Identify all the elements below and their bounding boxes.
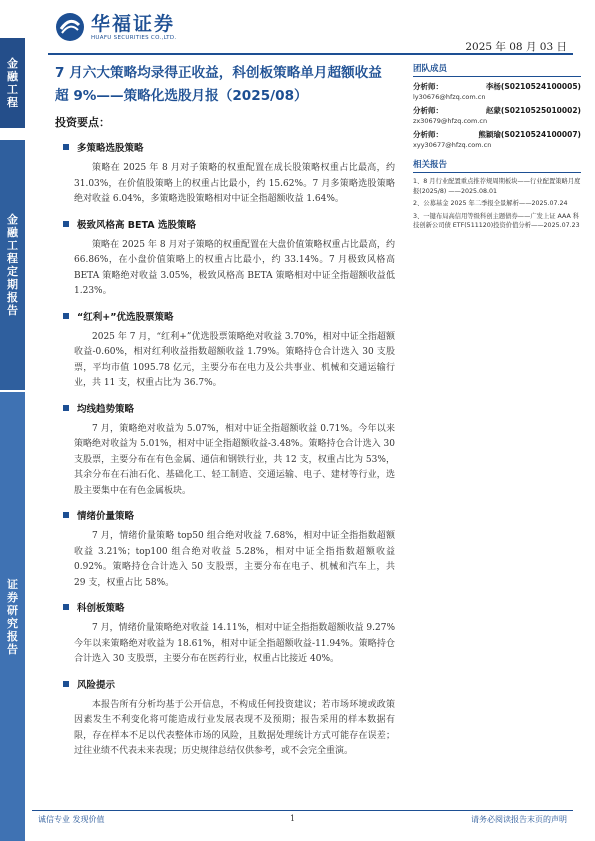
company-logo bbox=[55, 12, 176, 42]
footer-slogan: 诚信专业 发现价值 bbox=[38, 815, 105, 824]
section-heading: 科创板策略 bbox=[77, 603, 125, 614]
section-heading: 极致风格高 BETA 选股策略 bbox=[77, 219, 196, 231]
analyst-role: 分析师： bbox=[413, 82, 443, 91]
section-multi-strategy bbox=[55, 140, 395, 208]
header-divider bbox=[48, 53, 573, 55]
section-star-market bbox=[55, 600, 395, 668]
section-body: 策略在 2025 年 8 月对子策略的权重配置在大盘价值策略权重占比最高，约 66.86%，在小盘价值策略上的权重占比最小，约 33.14%。7 月极致风格高 BETA 策略绝对收益 3.05%，极致风格高 BETA 策略相对中证全指超额收益低 1.23%。 bbox=[74, 239, 395, 296]
report-date: 2025 年 08 月 03 日 bbox=[465, 41, 567, 53]
analyst-email[interactable]: xyy30677@hfzq.com.cn bbox=[413, 141, 492, 149]
analyst-entry bbox=[413, 105, 581, 126]
related-reports-heading: 相关报告 bbox=[413, 158, 581, 173]
section-heading: 情绪价量策略 bbox=[77, 511, 135, 522]
analyst-name: 熊颖瑜(S0210524100007) bbox=[478, 130, 581, 139]
section-moving-average bbox=[55, 401, 395, 500]
section-heading: 风险提示 bbox=[77, 679, 116, 691]
analyst-email[interactable]: ly30676@hfzq.com.cn bbox=[413, 93, 486, 101]
section-body: 7 月，情绪价量策略 top50 组合绝对收益 7.68%，相对中证全指指数超额收益 3.21%；top100 组合绝对收益 5.28%，相对中证全指指数超额收益 0.92%。策略持仓合计选入 50 支股票，主要分布在电子、机械和汽车上，共 29 支，权重占比 58%。 bbox=[74, 531, 395, 588]
analyst-email[interactable]: zx30679@hfzq.com.cn bbox=[413, 117, 488, 125]
bullet-square-icon bbox=[63, 405, 69, 411]
related-report-link[interactable]: 2、公募基金 2025 年二季报全景解析——2025.07.24 bbox=[413, 200, 568, 207]
sidebar-report-type-block bbox=[0, 140, 25, 390]
section-dividend-plus bbox=[55, 309, 395, 392]
bullet-square-icon bbox=[63, 144, 69, 150]
report-title: 7 月六大策略均录得正收益，科创板策略单月超额收益超 9%——策略化选股月报（2025/08） bbox=[55, 65, 382, 104]
analyst-entry bbox=[413, 81, 581, 102]
sidebar-report-type-label: 金融工程定期报告 bbox=[7, 213, 18, 317]
related-report-link[interactable]: 1、8 月行业配置重点推荐规周期板块——行业配置策略月度报(2025/8) ——2025.08.01 bbox=[413, 178, 581, 195]
page-number: 1 bbox=[290, 814, 296, 823]
analyst-name: 赵蒙(S0210525010002) bbox=[485, 106, 581, 115]
analyst-entry bbox=[413, 129, 581, 150]
section-heading: 均线趋势策略 bbox=[77, 403, 135, 415]
section-body: 7 月，策略绝对收益为 5.07%，相对中证全指超额收益 0.71%。今年以来策略绝对收益为 5.01%，相对中证全指超额收益-3.48%。策略持仓合计选入 30 支股票，主要分布在有色金属、通信和钢铁行业，共 12 支，权重占比为 53%，其余分布在石油石化、基础化工、轻工制造、交通运输、电子、建材等行业，选股主要集中在有色金属板块。 bbox=[74, 423, 395, 496]
logo-english-name: HUAFU SECURITIES CO.,LTD. bbox=[91, 34, 177, 41]
section-body: 策略在 2025 年 8 月对子策略的权重配置在成长股策略权重占比最高，约 31.03%，在价值股策略上的权重占比最小，约 15.62%。7 月多策略选股策略绝对收益 6.04%，多策略选股策略相对中证全指超额收益 1.64%。 bbox=[74, 163, 395, 204]
sidebar-research-block bbox=[0, 392, 25, 841]
left-sidebar bbox=[0, 0, 25, 841]
logo-chinese-name: 华福证券 bbox=[91, 12, 176, 35]
bullet-square-icon bbox=[63, 604, 69, 610]
section-heading: “红利+”优选股票策略 bbox=[77, 311, 174, 323]
section-body: 7 月，情绪价量策略绝对收益 14.11%，相对中证全指指数超额收益 9.27%今年以来策略绝对收益为 18.61%，相对中证全指超额收益-11.94%。策略持仓合计选入 30 支股票，主要分布在医药行业，权重占比接近 40%。 bbox=[74, 623, 395, 664]
bullet-square-icon bbox=[63, 512, 69, 518]
main-content bbox=[55, 62, 395, 769]
section-risk-warning bbox=[55, 677, 395, 760]
right-column bbox=[413, 62, 581, 234]
analyst-role: 分析师： bbox=[413, 106, 443, 115]
bullet-square-icon bbox=[63, 313, 69, 319]
sidebar-research-label: 证券研究报告 bbox=[7, 577, 18, 656]
section-body: 本报告所有分析均基于公开信息，不构成任何投资建议；若市场环境或政策因素发生不利变化将可能造成行业发展表现不及预期；报告采用的样本数据有限，存在样本不足以代表整体市场的风险，且数据处理统计方式可能存在误差；过往业绩不代表未来表现；历史规律总结仅供参考，或不会完全重演。 bbox=[74, 699, 395, 756]
analyst-role: 分析师： bbox=[413, 130, 443, 139]
section-high-beta bbox=[55, 217, 395, 300]
section-sentiment-volume bbox=[55, 508, 395, 591]
section-heading: 多策略选股策略 bbox=[77, 143, 144, 154]
bullet-square-icon bbox=[63, 221, 69, 227]
team-members-heading: 团队成员 bbox=[413, 62, 581, 77]
footer-disclaimer-note: 请务必阅读报告末页的声明 bbox=[471, 815, 567, 824]
related-report-link[interactable]: 3、一键布局高信用等级科创主题债券——广发上证 AAA 科技创新公司债 ETF(511120)投资价值分析——2025.07.23 bbox=[413, 212, 580, 229]
analyst-name: 李杨(S0210524100005) bbox=[485, 82, 581, 91]
key-points-label: 投资要点： bbox=[55, 116, 110, 129]
sidebar-category-block bbox=[0, 38, 25, 128]
footer-divider bbox=[32, 810, 573, 811]
section-body: 2025 年 7 月，“红利+”优选股票策略绝对收益 3.70%，相对中证全指超额收益-0.60%，相对红利收益指数超额收益 1.79%。策略持仓合计选入 30 支股票，平均市值 1095.78 亿元，主要分布在电力及公共事业、机械和交通运输行业，共 11 支，权重占比为 36.7%。 bbox=[74, 331, 395, 388]
logo-mark-icon bbox=[55, 12, 85, 42]
sidebar-category-label: 金融工程 bbox=[7, 57, 18, 109]
bullet-square-icon bbox=[63, 681, 69, 687]
